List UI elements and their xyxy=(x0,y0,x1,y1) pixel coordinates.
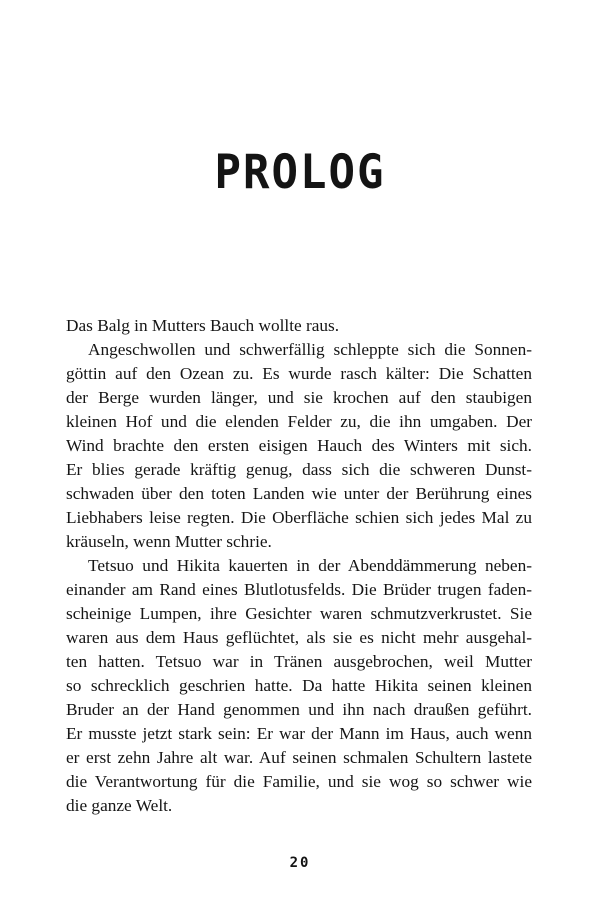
text-line: so schrecklich geschrien hatte. Da hatte Hikita seinen kleinen xyxy=(66,676,532,695)
text-line: waren aus dem Haus geflüchtet, als sie es nicht mehr ausgehal- xyxy=(66,628,532,647)
text-line: Angeschwollen und schwerfällig schleppte sich die Sonnen- xyxy=(88,340,532,359)
text-line: Tetsuo und Hikita kauerten in der Abenddämmerung neben- xyxy=(88,556,532,575)
text-line: der Berge wurden länger, und sie krochen auf den staubigen xyxy=(66,388,532,407)
body-text xyxy=(66,314,532,818)
text-line: kleinen Hof und die elenden Felder zu, die ihn umgaben. Der xyxy=(66,412,532,431)
text-line: Liebhabers leise regten. Die Oberfläche schien sich jedes Mal zu xyxy=(66,508,532,527)
text-line: ten hatten. Tetsuo war in Tränen ausgebrochen, weil Mutter xyxy=(66,652,532,671)
text-line: einander am Rand eines Blutlotusfelds. Die Brüder trugen faden- xyxy=(66,580,532,599)
text-line: kräuseln, wenn Mutter schrie. xyxy=(66,532,272,551)
text-line: Er musste jetzt stark sein: Er war der Mann im Haus, auch wenn xyxy=(66,724,532,743)
page-number: 20 xyxy=(289,855,311,871)
text-line: die Verantwortung für die Familie, und sie wog so schwer wie xyxy=(66,772,532,791)
text-line: schwaden über den toten Landen wie unter der Berührung eines xyxy=(66,484,532,503)
text-line: Das Balg in Mutters Bauch wollte raus. xyxy=(66,316,340,335)
text-line: göttin auf den Ozean zu. Es wurde rasch kälter: Die Schatten xyxy=(66,364,532,383)
chapter-title: PROLOG xyxy=(214,144,386,201)
text-line: Er blies gerade kräftig genug, dass sich die schweren Dunst- xyxy=(66,460,532,479)
text-line: Bruder an der Hand genommen und ihn nach draußen geführt. xyxy=(66,700,532,719)
text-line: die ganze Welt. xyxy=(66,796,173,815)
text-line: scheinige Lumpen, ihre Gesichter waren schmutzverkrustet. Sie xyxy=(66,604,532,623)
text-line: er erst zehn Jahre alt war. Auf seinen schmalen Schultern lastete xyxy=(66,748,532,767)
text-line: Wind brachte den ersten eisigen Hauch des Winters mit sich. xyxy=(66,436,532,455)
